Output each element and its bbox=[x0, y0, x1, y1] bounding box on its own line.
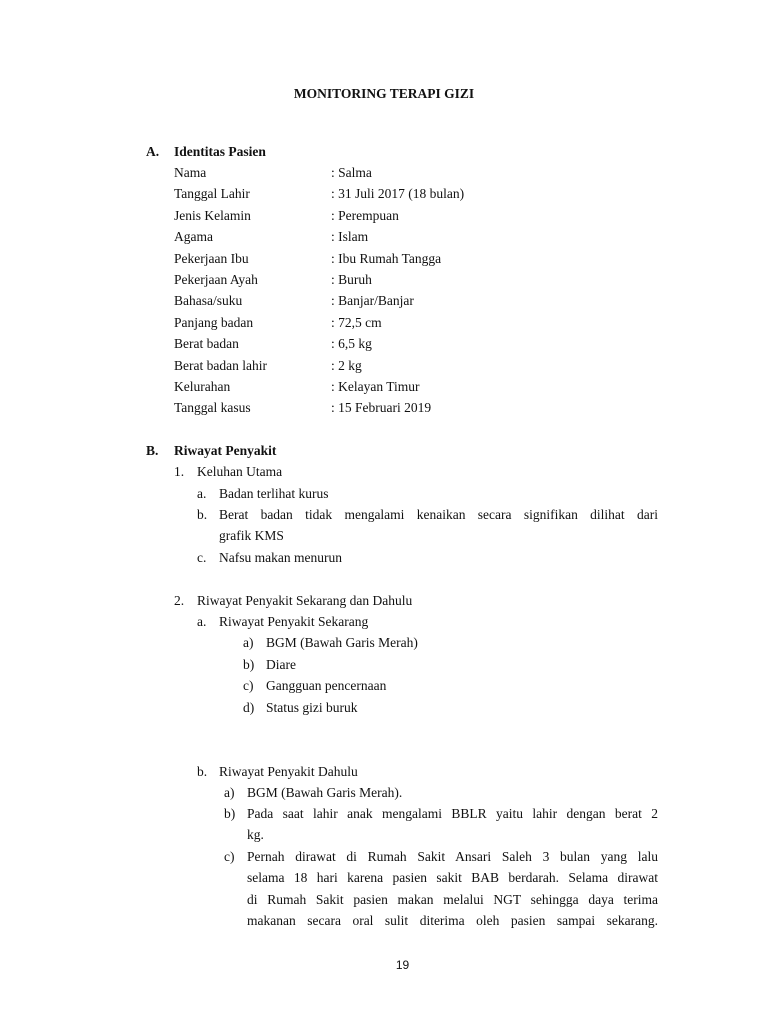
list-item: Pernah dirawat di Rumah Sakit Ansari Saleh 3 bulan yang lalu bbox=[247, 849, 658, 864]
list-marker: c) bbox=[224, 849, 235, 864]
list-marker: c) bbox=[243, 678, 254, 693]
list-marker: b. bbox=[197, 764, 208, 779]
identity-label: Tanggal kasus bbox=[174, 400, 251, 415]
page-number: 19 bbox=[395, 958, 410, 972]
identity-value: : Banjar/Banjar bbox=[331, 293, 414, 308]
list-marker: a. bbox=[197, 614, 207, 629]
page-title: MONITORING TERAPI GIZI bbox=[293, 86, 475, 101]
identity-label: Bahasa/suku bbox=[174, 293, 243, 308]
section-b-heading: Riwayat Penyakit bbox=[174, 443, 277, 458]
identity-value: : 72,5 cm bbox=[331, 315, 382, 330]
identity-label: Tanggal Lahir bbox=[174, 186, 250, 201]
list-item: Status gizi buruk bbox=[266, 700, 358, 715]
list-item: Berat badan tidak mengalami kenaikan secara signifikan dilihat dari bbox=[219, 507, 658, 522]
subsection-label: Riwayat Penyakit Dahulu bbox=[219, 764, 358, 779]
list-marker: b. bbox=[197, 507, 208, 522]
list-marker: d) bbox=[243, 700, 255, 715]
identity-value: : Perempuan bbox=[331, 208, 399, 223]
identity-value: : Buruh bbox=[331, 272, 372, 287]
item-number: 2. bbox=[174, 593, 185, 608]
subsection-label: Riwayat Penyakit Sekarang bbox=[219, 614, 369, 629]
list-marker: b) bbox=[224, 806, 236, 821]
identity-value: : Salma bbox=[331, 165, 372, 180]
list-marker: c. bbox=[197, 550, 207, 565]
list-item: Badan terlihat kurus bbox=[219, 486, 329, 501]
identity-value: : 31 Juli 2017 (18 bulan) bbox=[331, 186, 465, 201]
section-a-heading: Identitas Pasien bbox=[174, 144, 266, 159]
list-item: Gangguan pencernaan bbox=[266, 678, 387, 693]
list-item-continuation: grafik KMS bbox=[219, 528, 284, 543]
list-item-continuation: kg. bbox=[247, 827, 264, 842]
identity-value: : 2 kg bbox=[331, 358, 362, 373]
identity-value: : 6,5 kg bbox=[331, 336, 372, 351]
item-label: Keluhan Utama bbox=[197, 464, 283, 479]
identity-value: : 15 Februari 2019 bbox=[331, 400, 432, 415]
list-item: Nafsu makan menurun bbox=[219, 550, 342, 565]
identity-label: Berat badan bbox=[174, 336, 239, 351]
identity-label: Jenis Kelamin bbox=[174, 208, 251, 223]
section-b-letter: B. bbox=[146, 443, 159, 458]
identity-label: Berat badan lahir bbox=[174, 358, 267, 373]
list-marker: b) bbox=[243, 657, 255, 672]
list-marker: a. bbox=[197, 486, 207, 501]
item-number: 1. bbox=[174, 464, 185, 479]
section-a-letter: A. bbox=[146, 144, 160, 159]
identity-label: Pekerjaan Ibu bbox=[174, 251, 249, 266]
identity-label: Agama bbox=[174, 229, 213, 244]
list-item-continuation: di Rumah Sakit pasien makan melalui NGT sehingga daya terima bbox=[247, 892, 658, 907]
item-label: Riwayat Penyakit Sekarang dan Dahulu bbox=[197, 593, 413, 608]
identity-value: : Islam bbox=[331, 229, 369, 244]
list-item: BGM (Bawah Garis Merah). bbox=[247, 785, 403, 800]
identity-value: : Ibu Rumah Tangga bbox=[331, 251, 442, 266]
list-marker: a) bbox=[224, 785, 235, 800]
list-item-continuation: makanan secara oral sulit diterima oleh pasien sampai sekarang. bbox=[247, 913, 658, 928]
identity-label: Kelurahan bbox=[174, 379, 231, 394]
list-item-continuation: selama 18 hari karena pasien sakit BAB berdarah. Selama dirawat bbox=[247, 870, 658, 885]
identity-value: : Kelayan Timur bbox=[331, 379, 420, 394]
list-marker: a) bbox=[243, 635, 254, 650]
list-item: Diare bbox=[266, 657, 296, 672]
identity-label: Panjang badan bbox=[174, 315, 254, 330]
identity-label: Nama bbox=[174, 165, 207, 180]
identity-label: Pekerjaan Ayah bbox=[174, 272, 258, 287]
list-item: Pada saat lahir anak mengalami BBLR yaitu lahir dengan berat 2 bbox=[247, 806, 658, 821]
list-item: BGM (Bawah Garis Merah) bbox=[266, 635, 418, 650]
